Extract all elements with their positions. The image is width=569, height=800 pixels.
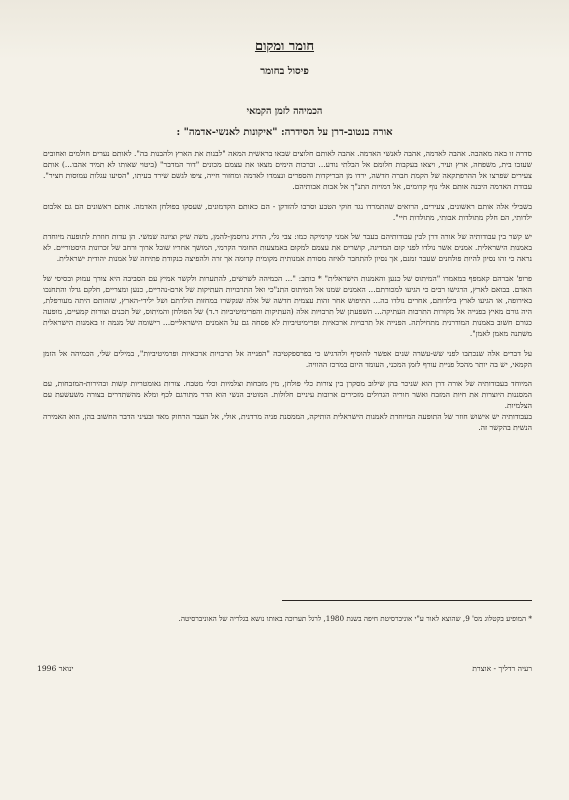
document-title: חומר ומקום: [254, 39, 315, 54]
paragraph-4: פרופ' אברהם קאמפף במאמרו "המיתוס של כנען והאמנות הישראלית" * כותב: "... הכמיהה לשרשים, להתערות ולקשר אמיץ עם הסביבה היא צורך עמוק ובסיסי של האדם. בבואם לארץ, הרגישו רבים כי הגיעו למכורתם... האמנים שמנו אל המיתוס התנ"כי ואל התרבויות העתיקות של ארם-נהריים, כנען ומצריים, חלקם גדלו והתחנכו באירופה, או הגיעו לארץ בילדותם, אחרים נולדו בה... התיפוש אחר זהות עצמית חדשה של אלה שנקשרו במחזות הולדתם ושל ילידי-הארץ, שזהותם היתה מעורפלת, היה גורם מאיץ בפנייה אל מקורות התרבות העתיקה... השפעתן של תרבויות אלה (העתיקות והפרימיטיביות ר.ד) של הפולחן והמיתוס, של תכנים וצורות קמעיים, מופעה כגורם חשוב באמנות המודרנית מתחילתה. הפנייה אל תרבויות ארכאיות ופרימיטיביות לא פסחה גם על האמנים הישראליים... רישומה של מגמה זו באמנות הישראלית משתנה מאמן לאמן".: [43, 274, 532, 338]
paragraph-2: בשבילי אלה אותם ראשונים, צעירים, הרואים שהתמרדו נגד חוקי הטבע וסרבו להזדקן - הם כאותם הקדמונים, שעסקו בפולחן האדמה. אותם ראשונים הם גם אלבום ילדותי, הם חלק מתולדות אבותי, מתולדות חיי".: [43, 201, 532, 222]
signature-line: רעיה רדליך - אוצרת: [472, 664, 532, 673]
date-line: ינואר 1996: [37, 664, 74, 673]
footnote: * המופיע בקטלוג מס' 9, שהוצא לאור ע"י אוניברסיטת חיפה בשנת 1980, לרגל תערוכה באותו נושא בגלריה של האוניברסיטה.: [178, 614, 532, 623]
document-subtitle: פיסול בחומר: [260, 66, 309, 77]
article-body: [43, 149, 532, 443]
paragraph-6: המיוחד בעבודותיה של אורה דרן הוא שניכר בהן שילוב מסקרן בין צורות כלי פולחן, מין מזבחות וצלמיות וכלי מטבח. צורות גאומטריות קשות ובהירות-המזבחות, עם המסננות היוצרות את חיות המזבח ואשר חוריה הגדולים מזכירים ארובות עיניים חלולות. המוטיב הנשי הוא הדר מתורגם לכף ומלא מהשתדרים בצורה משעשעת עם הצלמיות.: [43, 379, 532, 411]
article-heading: אורה בנטוב-דרן על הסידרה: "איקונות לאנשי-אדמה" :: [176, 127, 393, 138]
paragraph-1: סדרה זו באה מאהבה. אהבה לאדמה, אהבה לאנשי האדמה. אהבה לאותם חלוצים שבאו בראשית המאה "לבנות את הארץ ולהבנות בה". לאותם נערים חולמים ואחובים שעזבו בית, משפחה, ארץ ועיר, ויצאו בעקבות חלומם אל הבלתי נודע... וברבות הימים מצאו את עצמם מכונים "דור המדבר" (ביטוי שאותו לא תמיד אהבו...) אותם צעירים שפרצו אל ההרפתקאה של הקמת חברה חדשה, ירדו מן הבריקדות והספרים ונצמדו לאדמה ומחזור חייה, ציפו לגשם שירד בעיתו, "הסיעו עגלות עמוסות חציר". עבודת האדמה היבנה אותם אלי נוף קדומים, אל דמויות התנ"ך אל אבות אבותיהם.: [43, 149, 532, 191]
section-heading: הכמיהה לזמן הקמאי: [246, 106, 323, 117]
paragraph-7: בעבודותיה יש אישוש חוזר של התופעה המיוחדת לאמנות הישראלית הותיקה, הממסנת פניה מרדנית, אולי, אל העבר הרחוק מאד ובעיני הדבר החשוב בהן, הוא האמירה הנשית בהקשר זה.: [43, 412, 532, 433]
paragraph-5: על דברים אלה שנכתבו לפני שש-עשרה שנים אפשר להוסיף ולהדגיש כי בפרספקטיבה "הפנייה אל תרבויות ארכאיות ופרמיטיביות", במילים שלי, הכמיהה אל הזמן הקמאי, יש בה יותר מהכל פניית עורף לזמן המכני, העומד היום במרכז ההוויה.: [43, 348, 532, 369]
footnote-divider: [282, 600, 532, 601]
paragraph-3: יש קשר בין עבודותיה של אורה דרן לבין עבודותיהם בעבר של אמני קרמיקה כמו: צבי גלי, הדויג גרוסמן-להמן, משה שיק וציונה שמשי. הן עדות חוזרת לתופעה מיוחדת באמנות הישראלית. אמנים אשר נולדו לפני קום המדינה, קושרים את עצמם למקום באמצעות החומר הקרמי, המושך אחריו שובל ארוך ורחב של זכרונות היסטוריים. לא נראה כי זהו נסיון להיות פולחנים שעבר זמנם, אך נסיון להתחבר לאיזה מסורת אמנותית מקומית קדומה אך זרה ולהפיצה כנקודת פתיחה של אמנות יהודית ישראלית.: [43, 232, 532, 264]
